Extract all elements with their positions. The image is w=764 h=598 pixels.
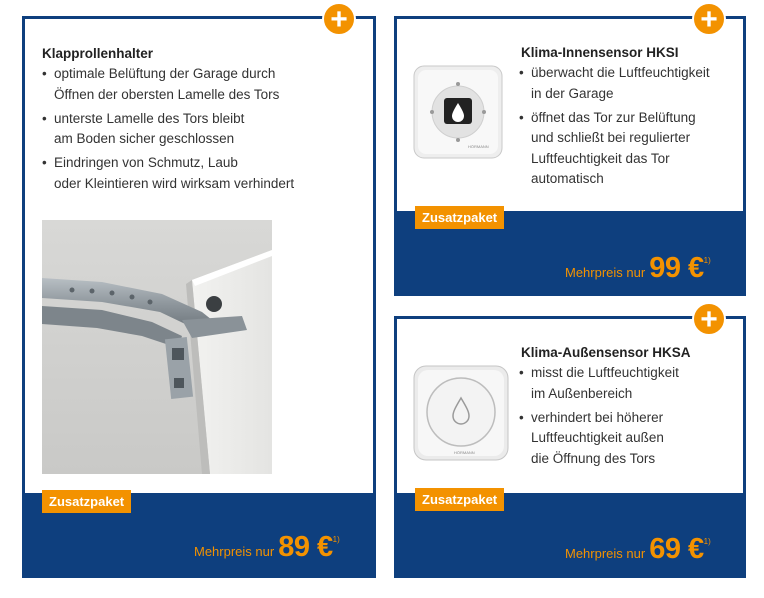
price-label: Mehrpreis nur [565,546,646,561]
price-tag [565,252,711,285]
card-klapprollenhalter [22,3,376,578]
plus-icon: + [692,2,726,36]
price-label: Mehrpreis nur [194,544,275,559]
feature-item: • optimale Belüftung der Garage durch Öffnen der obersten Lamelle des Tors [42,64,362,105]
device-brand: HÖRMANN [454,450,475,455]
device-brand: HÖRMANN [468,144,489,149]
card-title: Klima-Innensensor HKSI [521,45,679,60]
feature-item: • verhindert bei höherer Luftfeuchtigkeit außen die Öffnung des Tors [519,408,739,470]
feature-item: • unterste Lamelle des Tors bleibt am Boden sicher geschlossen [42,109,362,150]
feature-item: • misst die Luftfeuchtigkeit im Außenbereich [519,363,739,404]
feature-item: • Eindringen von Schmutz, Laub oder Kleintieren wird wirksam verhindert [42,153,362,194]
feature-list [42,64,362,198]
feature-item: • überwacht die Luftfeuchtigkeit in der Garage [519,63,739,104]
roller-bracket-photo [42,220,272,474]
feature-item: • öffnet das Tor zur Belüftung und schließt bei regulierter Luftfeuchtigkeit das Tor automatisch [519,108,739,190]
price-amount: 89 € [278,531,333,563]
price-footnote: 1) [703,537,711,546]
price-label: Mehrpreis nur [565,265,646,280]
card-klima-aussensensor [394,303,746,578]
roller-bracket-illustration [42,220,272,474]
card-title: Klima-Außensensor HKSA [521,345,691,360]
card-title: Klapprollenhalter [42,46,154,61]
card-klima-innensensor [394,3,746,296]
addon-package-badge: Zusatzpaket [42,490,131,513]
plus-icon: + [692,302,726,336]
indoor-sensor-photo [412,62,504,162]
price-footnote: 1) [703,256,711,265]
price-tag [194,531,340,564]
price-amount: 69 € [649,533,704,565]
outdoor-sensor-photo [412,362,510,464]
addon-package-badge: Zusatzpaket [415,206,504,229]
outdoor-sensor-illustration [412,362,510,464]
feature-list [519,363,739,473]
feature-list [519,63,739,193]
price-tag [565,533,711,566]
price-footnote: 1) [332,535,340,544]
price-amount: 99 € [649,252,704,284]
indoor-sensor-illustration [412,62,504,162]
plus-icon: + [322,2,356,36]
addon-package-badge: Zusatzpaket [415,488,504,511]
